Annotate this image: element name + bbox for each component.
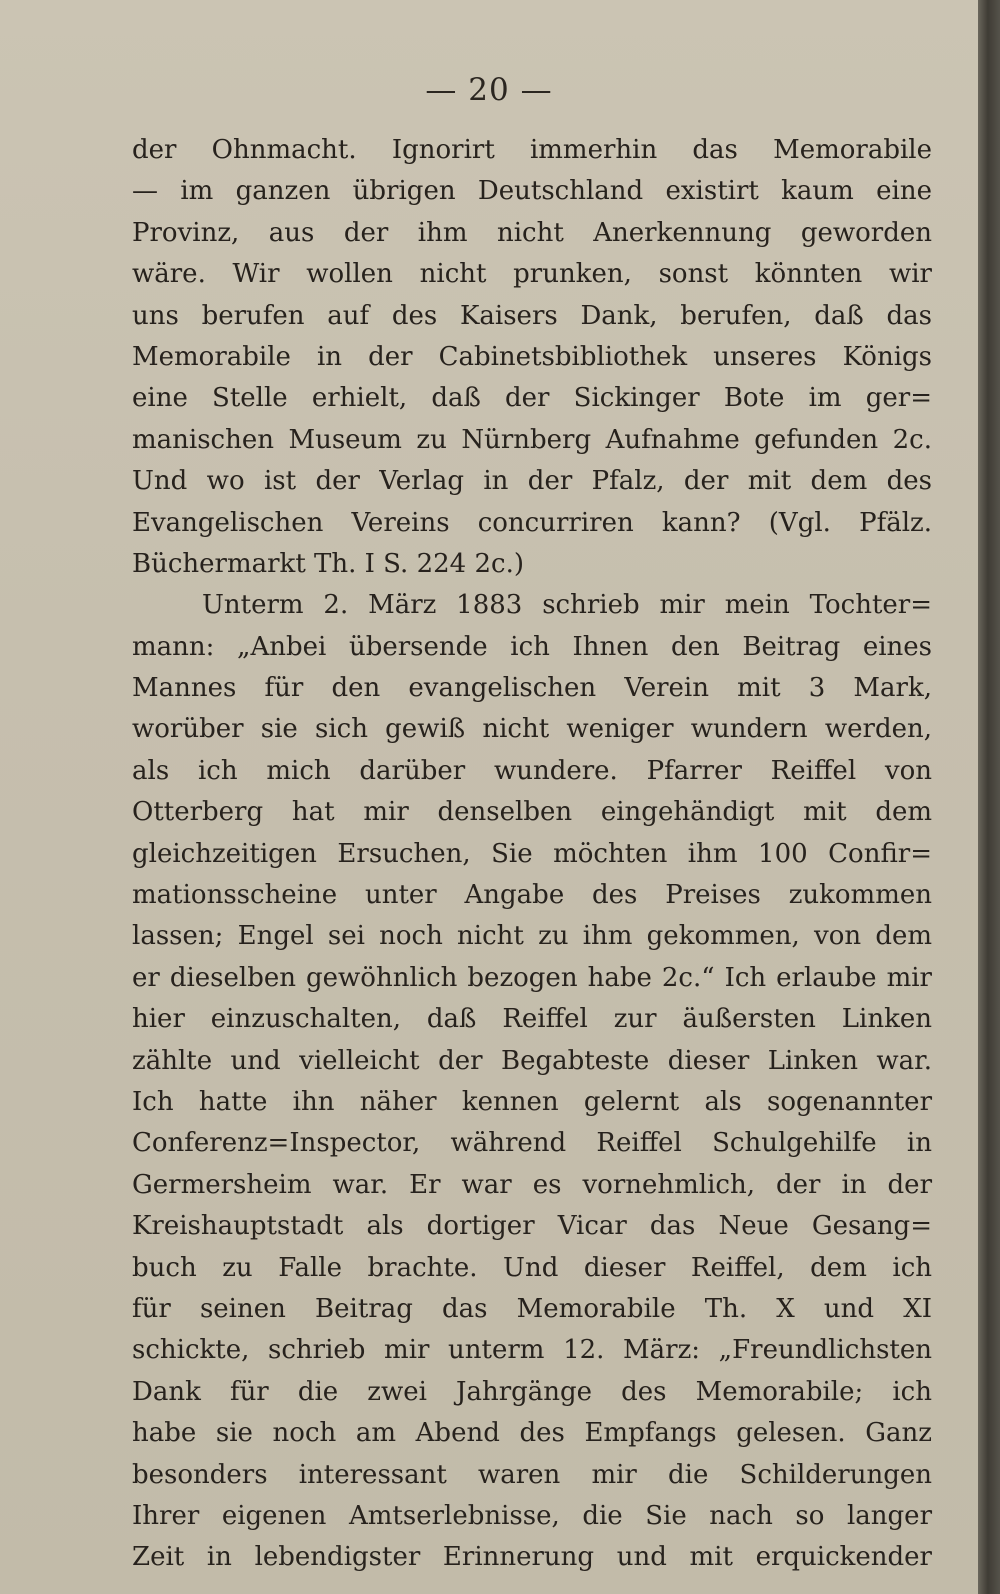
book-spine-edge [978, 0, 1000, 1594]
text-line: wäre. Wir wollen nicht prunken, sonst könnten wir [132, 259, 932, 290]
text-line: Mannes für den evangelischen Verein mit 3 Mark, [132, 673, 932, 704]
body-text [132, 130, 932, 1579]
text-line: lassen; Engel sei noch nicht zu ihm gekommen, von dem [132, 921, 932, 952]
text-line: worüber sie sich gewiß nicht weniger wundern werden, [132, 714, 932, 745]
text-line: Kreishauptstadt als dortiger Vicar das Neue Gesang= [132, 1211, 932, 1242]
text-line: besonders interessant waren mir die Schilderungen [132, 1459, 932, 1490]
text-line: — im ganzen übrigen Deutschland existirt kaum eine [132, 176, 932, 207]
text-line: buch zu Falle brachte. Und dieser Reiffel, dem ich [132, 1252, 932, 1283]
text-line: Otterberg hat mir denselben eingehändigt mit dem [132, 797, 932, 828]
text-line: eine Stelle erhielt, daß der Sickinger Bote im ger= [132, 383, 932, 414]
text-line: Ich hatte ihn näher kennen gelernt als sogenannter [132, 1086, 932, 1117]
text-line: als ich mich darüber wundere. Pfarrer Reiffel von [132, 755, 932, 786]
text-line: Zeit in lebendigster Erinnerung und mit erquickender [132, 1542, 932, 1573]
text-line: Dank für die zwei Jahrgänge des Memorabile; ich [132, 1376, 932, 1407]
text-line: für seinen Beitrag das Memorabile Th. X und XI [132, 1293, 932, 1324]
text-line: gleichzeitigen Ersuchen, Sie möchten ihm 100 Confir= [132, 838, 932, 869]
text-line: der Ohnmacht. Ignorirt immerhin das Memorabile [132, 135, 932, 165]
text-line: Germersheim war. Er war es vornehmlich, der in der [132, 1169, 932, 1200]
text-line: mann: „Anbei übersende ich Ihnen den Beitrag eines [132, 631, 932, 662]
text-line: Ihrer eigenen Amtserlebnisse, die Sie nach so langer [132, 1500, 932, 1531]
text-line: Provinz, aus der ihm nicht Anerkennung geworden [132, 217, 932, 248]
text-line: Memorabile in der Cabinetsbibliothek unseres Königs [132, 341, 932, 372]
text-line: habe sie noch am Abend des Empfangs gelesen. Ganz [132, 1418, 932, 1449]
text-line: uns berufen auf des Kaisers Dank, berufen, daß das [132, 300, 932, 331]
text-line: manischen Museum zu Nürnberg Aufnahme gefunden 2c. [132, 424, 932, 455]
text-line: hier einzuschalten, daß Reiffel zur äußersten Linken [132, 1004, 932, 1035]
text-line: Und wo ist der Verlag in der Pfalz, der mit dem des [132, 466, 932, 497]
page-number: — 20 — [425, 72, 553, 108]
text-line: Büchermarkt Th. I S. 224 2c.) [132, 548, 524, 579]
text-line: mationsscheine unter Angabe des Preises zukommen [132, 880, 932, 911]
text-line: zählte und vielleicht der Begabteste dieser Linken war. [132, 1045, 932, 1076]
text-line: Unterm 2. März 1883 schrieb mir mein Tochter= [202, 590, 932, 621]
text-line: Conferenz=Inspector, während Reiffel Schulgehilfe in [132, 1128, 932, 1159]
text-line: er dieselben gewöhnlich bezogen habe 2c.“ Ich erlaube mir [132, 962, 932, 993]
text-line: schickte, schrieb mir unterm 12. März: „Freundlichsten [132, 1335, 932, 1366]
text-line: Evangelischen Vereins concurriren kann? (Vgl. Pfälz. [132, 507, 932, 538]
